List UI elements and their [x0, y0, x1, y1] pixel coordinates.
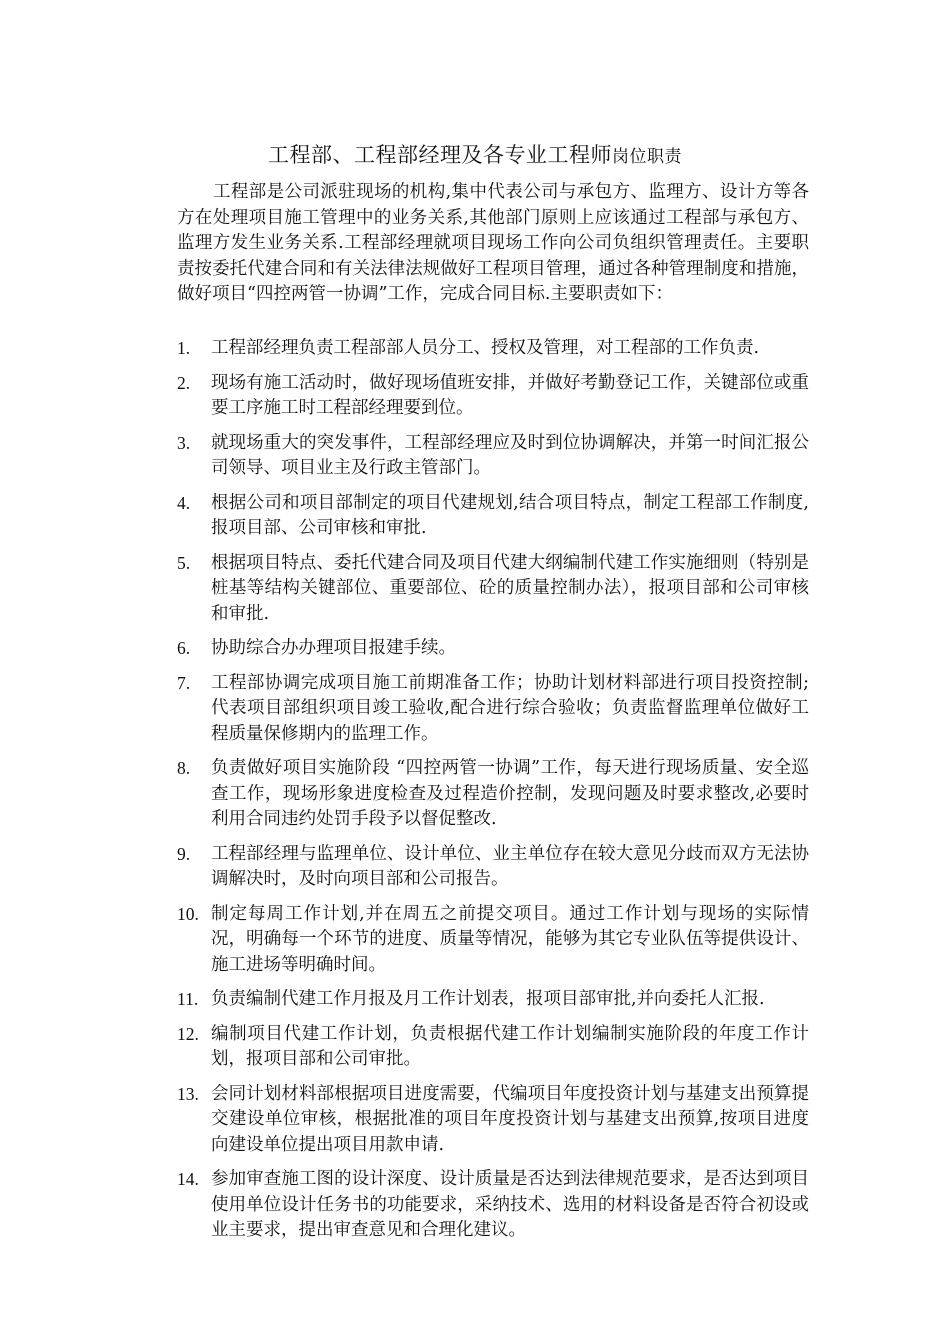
item-text: 协助综合办办理项目报建手续。 — [211, 638, 456, 658]
item-text: 工程部协调完成项目施工前期准备工作；协助计划材料部进行项目投资控制;代表项目部组织项目竣工验收,配合进行综合验收；负责监督监理单位做好工程质量保修期内的监理工作。 — [211, 672, 809, 744]
item-text: 工程部经理负责工程部部人员分工、授权及管理，对工程部的工作负责. — [211, 338, 760, 358]
item-text: 制定每周工作计划,并在周五之前提交项目。通过工作计划与现场的实际情况，明确每一个环节的进度、质量等情况，能够为其它专业队伍等提供设计、施工进场等明确时间。 — [211, 903, 809, 975]
item-number: 9. — [177, 843, 191, 864]
item-number: 1. — [177, 338, 191, 358]
item-number: 2. — [177, 372, 191, 393]
item-text: 负责做好项目实施阶段 “四控两管一协调”工作，每天进行现场质量、安全巡查工作，现场形象进度检查及过程造价控制，发现问题及时要求整改,必要时利用合同违约处罚手段予以督促整改. — [211, 758, 809, 829]
list-item — [177, 1022, 809, 1073]
item-text: 会同计划材料部根据项目进度需要，代编项目年度投资计划与基建支出预算提交建设单位审核，根据批准的项目年度投资计划与基建支出预算,按项目进度向建设单位提出项目用款申请. — [211, 1083, 809, 1155]
item-text: 参加审查施工图的设计深度、设计质量是否达到法律规范要求，是否达到项目使用单位设计任务书的功能要求，采纳技术、选用的材料设备是否符合初设或业主要求，提出审查意见和合理化建议。 — [211, 1169, 809, 1240]
list-item — [177, 551, 809, 628]
item-number: 14. — [177, 1169, 199, 1189]
duty-list — [177, 336, 809, 1253]
list-item — [177, 842, 809, 893]
item-number: 12. — [177, 1023, 199, 1044]
item-text: 就现场重大的突发事件，工程部经理应及时到位协调解决，并第一时间汇报公司领导、项目业主及行政主管部门。 — [211, 432, 809, 478]
item-text: 编制项目代建工作计划，负责根据代建工作计划编制实施阶段的年度工作计划，报项目部和公司审批。 — [211, 1023, 809, 1069]
item-number: 6. — [177, 638, 191, 658]
list-item — [177, 756, 809, 833]
item-number: 8. — [177, 758, 191, 778]
list-item — [177, 902, 809, 979]
item-number: 10. — [177, 903, 199, 924]
item-number: 4. — [177, 492, 191, 513]
title-suffix: 岗位职责 — [612, 147, 682, 167]
item-number: 13. — [177, 1083, 199, 1104]
item-number: 5. — [177, 552, 191, 573]
item-text: 现场有施工活动时，做好现场值班安排，并做好考勤登记工作，关键部位或重要工序施工时工程部经理要到位。 — [211, 372, 809, 418]
list-item — [177, 1167, 809, 1244]
intro-paragraph: 工程部是公司派驻现场的机构,集中代表公司与承包方、监理方、设计方等各方在处理项目施工管理中的业务关系,其他部门原则上应该通过工程部与承包方、监理方发生业务关系.工程部经理就项目现场工作向公司负组织管理责任。主要职责按委托代建合同和有关法律法规做好工程项目管理，通过各种管理制度和措施，做好项目“四控两管一协调”工作，完成合同目标.主要职责如下： — [177, 182, 809, 304]
list-item — [177, 987, 809, 1013]
list-item — [177, 671, 809, 748]
list-item — [177, 371, 809, 422]
item-number: 3. — [177, 432, 191, 453]
item-number: 11. — [177, 989, 199, 1009]
list-item — [177, 431, 809, 482]
item-number: 7. — [177, 672, 191, 693]
list-item — [177, 491, 809, 542]
page-title — [0, 140, 950, 172]
list-item — [177, 336, 809, 362]
title-main: 工程部、工程部经理及各专业工程师 — [268, 143, 612, 167]
item-text: 根据项目特点、委托代建合同及项目代建大纲编制代建工作实施细则（特别是桩基等结构关键部位、重要部位、砼的质量控制办法），报项目部和公司审核和审批. — [211, 552, 809, 624]
item-text: 工程部经理与监理单位、设计单位、业主单位存在较大意见分歧而双方无法协调解决时，及时向项目部和公司报告。 — [211, 843, 809, 889]
item-text: 根据公司和项目部制定的项目代建规划,结合项目特点，制定工程部工作制度,报项目部、公司审核和审批. — [211, 492, 809, 538]
list-item — [177, 1082, 809, 1159]
item-text: 负责编制代建工作月报及月工作计划表，报项目部审批,并向委托人汇报. — [211, 989, 765, 1009]
list-item — [177, 636, 809, 662]
